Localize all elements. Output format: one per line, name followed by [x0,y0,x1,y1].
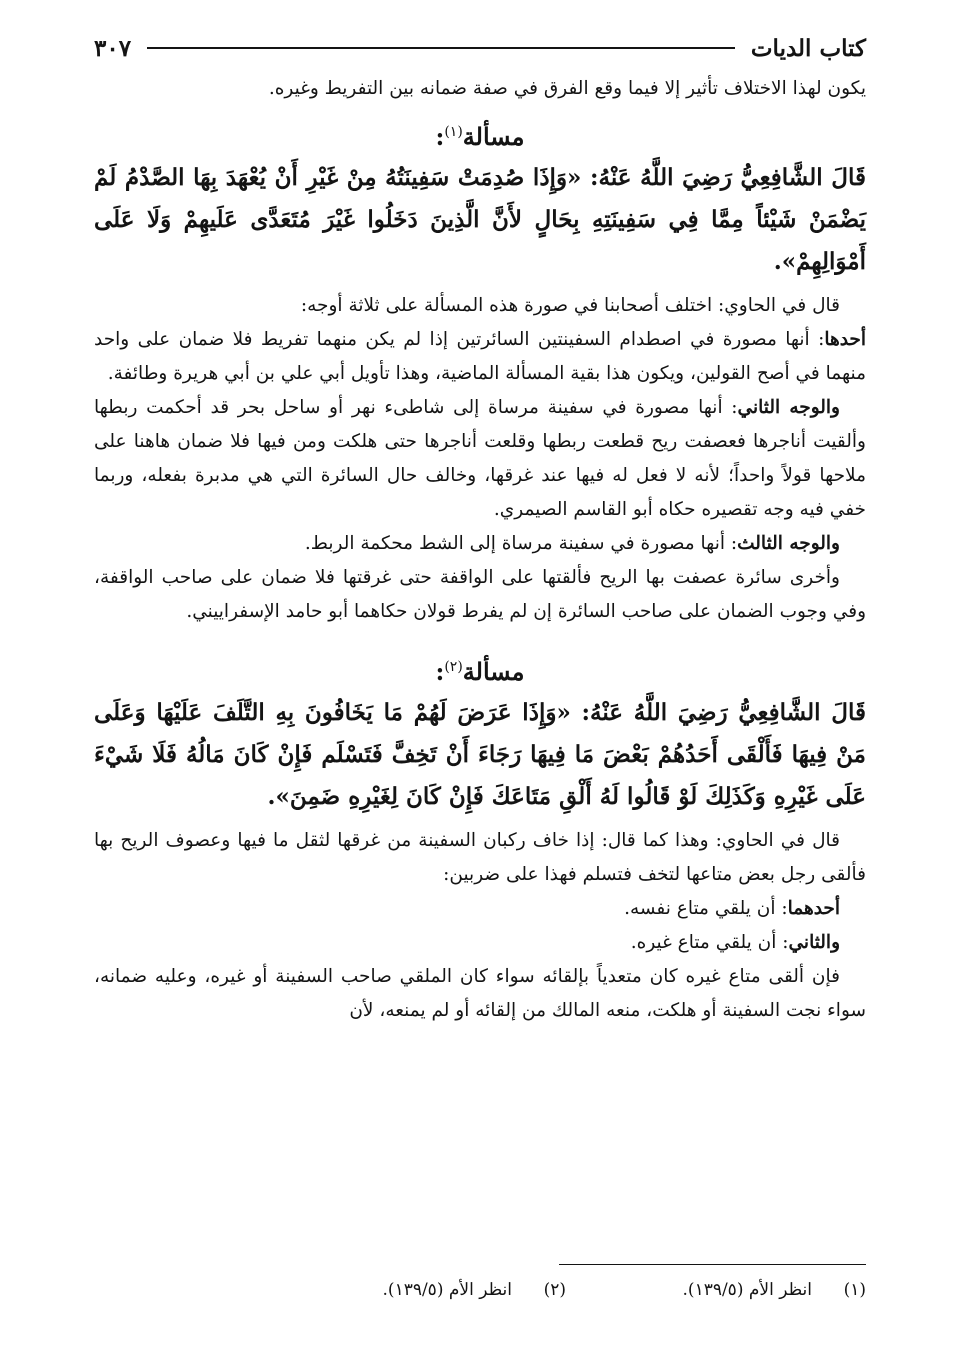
footnote-1 [566,1276,866,1304]
hawi-paragraph-1: قال في الحاوي: اختلف أصحابنا في صورة هذه المسألة على ثلاثة أوجه: [300,295,840,316]
issue-title: مسألة [462,122,525,151]
second-type-text: : أن يلقي متاع غيره. [630,932,789,953]
liability-paragraph: فإن ألقى متاع غيره كان متعدياً بإلقائه سواء كان الملقي صاحب السفينة أو غيره، وعليه ضمانه، سواء نجت السفينة أو هلكت، منعه المالك من إلقائه أو لم يمنعه، لأن [94,966,866,1021]
hawi-paragraph-2: قال في الحاوي: وهذا كما قال: إذا خاف ركبان السفينة من غرقها لثقل ما فيها وعصوف الريح بها فألقى رجل بعض متاعها لتخف فتسلم فهذا على ضربين: [94,830,866,885]
shafii-quote-1: قَالَ الشَّافِعِيُّ رَضِيَ اللَّهُ عَنْهُ: «وَإِذَا صُدِمَتْ سَفِينَتُهُ مِنْ غَيْرِ أَنْ يُعْهَدَ بِهَا الصَّدْمُ لَمْ يَضْمَنْ شَيْئاً مِمَّا فِي سَفِينَتِهِ بِحَالٍ لأَنَّ الَّذِينَ دَخَلُوا غَيْرَ مُتَعَدَّى عَلَيهِمْ وَلَا عَلَى أَمْوَالِهِمْ». [94,164,866,275]
second-type-label: والثاني [788,932,840,953]
drifting-ship-paragraph: وأخرى سائرة عصفت بها الريح فألقتها على الواقفة حتى غرقتها فلا ضمان على صاحب الواقفة، وفي وجوب الضمان على صاحب السائرة إن لم يفرط قولان حكاهما أبو حامد الإسفراييني. [94,567,866,622]
third-view-paragraph [94,527,866,561]
first-type-text: : أن يلقي متاع نفسه. [624,898,788,919]
page-body [94,72,866,1028]
footnote-number: (٢) [543,1280,566,1300]
second-type-paragraph [94,926,866,960]
first-view-text: : أنها مصورة في اصطدام السفينتين السائرتين إذا لم يكن منهما تفريط فلا ضمان على واحد منهما في أصح القولين، ويكون هذا بقية المسألة الماضية، وهذا تأويل أبي علي بن أبي هريرة وطائفة. [94,329,866,384]
footnote-2 [266,1276,566,1304]
issue-title: مسألة [462,657,525,686]
footnote-separator [559,1264,866,1265]
first-type-label: أحدهما [787,898,840,919]
third-view-text: : أنها مصورة في سفينة مرساة إلى الشط محكمة الربط. [304,533,738,554]
first-view-paragraph [94,323,866,391]
footnote-ref-2: (٢) [444,659,463,675]
header-rule [147,47,735,49]
page-number: ٣٠٧ [94,34,132,62]
issue-colon: : [435,122,445,151]
second-view-text: : أنها مصورة في سفينة مرساة إلى شاطىء نهر أو ساحل بحر قد أحكمت ربطها وألقيت أناجرها فعصفت ريح قطعت ربطها وقلعت أناجرها حتى هلكت ومن فيها فلا ضمان هاهنا على ملاحها قولاً واحداً؛ لأنه لا فعل له فيها عند غرقها، وخالف حال السائرة التي هي مدبرة بفعله، وربما خفي فيه وجه تقصيره حكاه أبو القاسم الصيمري. [94,397,866,520]
first-view-label: أحدها [824,329,866,350]
footnote-text: انظر الأم (١٣٩/٥). [382,1280,512,1300]
footnotes [94,1276,866,1304]
third-view-label: والوجه الثالث [737,533,840,554]
second-view-paragraph [94,391,866,527]
issue-heading-1 [94,112,866,157]
first-type-paragraph [94,892,866,926]
intro-paragraph: يكون لهذا الاختلاف تأثير إلا فيما وقع الفرق في صفة ضمانه بين التفريط وغيره. [268,78,866,99]
footnote-text: انظر الأم (١٣٩/٥). [682,1280,812,1300]
footnote-number: (١) [843,1280,866,1300]
footnote-ref-1: (١) [444,124,463,140]
issue-heading-2 [94,647,866,692]
chapter-title: كتاب الديات [750,34,866,62]
shafii-quote-2: قَالَ الشَّافِعِيُّ رَضِيَ اللَّهُ عَنْهُ: «وَإِذَا عَرَضَ لَهُمْ مَا يَخَافُونَ بِهِ التَّلَفَ عَلَيْهَا وَعَلَى مَنْ فِيهَا فَأَلْقَى أَحَدُهُمْ بَعْضَ مَا فِيهَا رَجَاءَ أَنْ تَخِفَّ فَتَسْلَم فَإِنْ كَانَ مَالُهُ فَلَا شَيْءَ عَلَى غَيْرِهِ وَكَذَلِكَ لَوْ قَالُوا لَهُ أَلْقِ مَتَاعَكَ فَإِنْ كَانَ لِغَيْرِهِ ضَمِنَ». [94,699,866,810]
second-view-label: والوجه الثاني [737,397,840,418]
running-header [94,28,866,68]
issue-colon: : [435,657,445,686]
